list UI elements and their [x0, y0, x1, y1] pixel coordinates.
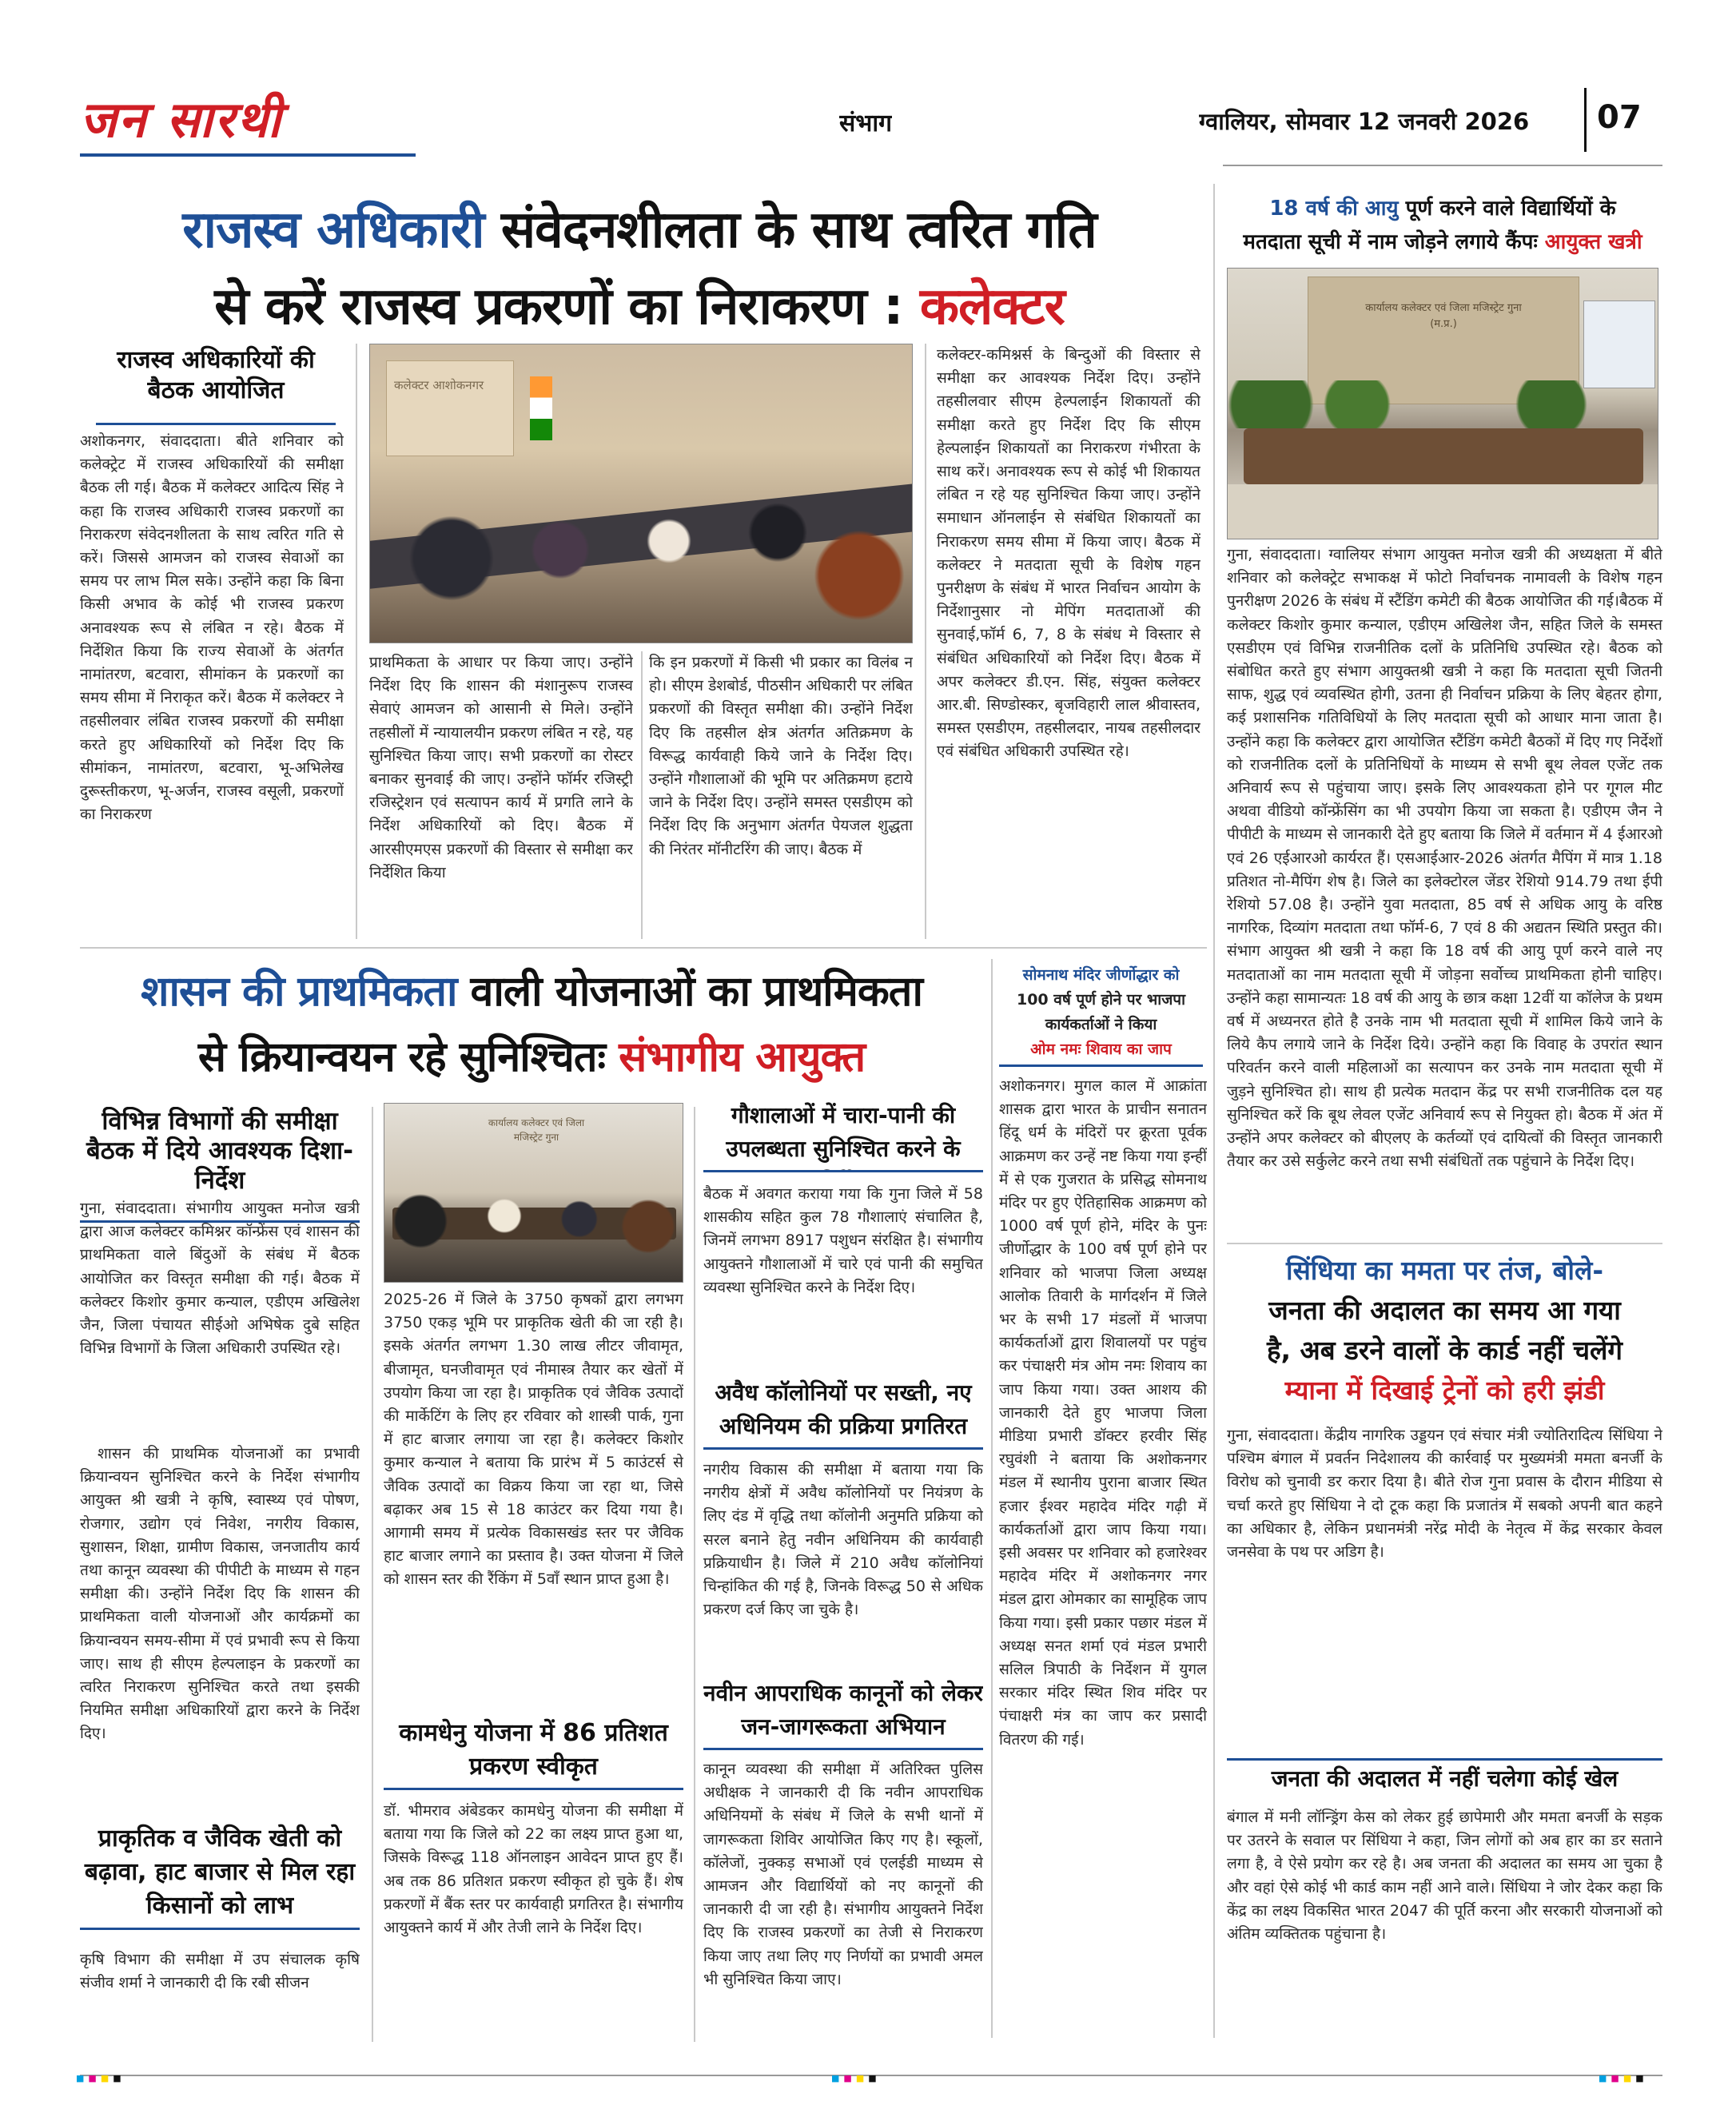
story3-col1c: कृषि विभाग की समीक्षा में उप संचालक कृषि संजीव शर्मा ने जानकारी दी कि रबी सीजन [80, 1951, 360, 1992]
photo-plants [1228, 380, 1658, 428]
col-rule [356, 344, 357, 939]
story3-sub3: कामधेनु योजना में 86 प्रतिशत प्रकरण स्वीकृत [384, 1717, 683, 1790]
story1-col3: कि इन प्रकरणों में किसी भी प्रकार का विलंब न हो। सीएम डेशबोर्ड, पीठसीन अधिकारी पर लंबित प्रकरणों की विस्तृत समीक्षा की। उन्होंने निर्देश दिए कि तहसील क्षेत्र अंतर्गत अतिक्रमण के विरूद्ध कार्यवाही किये जाने के निर्देश दिए। उन्होंने गौशालाओं की भूमि पर अतिक्रमण हटाये जाने के निर्देश दिए। उन्होंने समस्त एसडीएम को निर्देश दिए कि अनुभाग अंतर्गत पेयजल शुद्धता की निरंतर मॉनीटरिंग की जाए। बैठक में [649, 654, 913, 858]
photo-sign: कार्यालय कलेक्टर एवं जिला मजिस्ट्रेट गुना (म.प्र.) [1365, 302, 1522, 330]
story3-col1b: शासन की प्राथमिक योजनाओं का प्रभावी क्रियान्वयन सुनिश्चित करने के निर्देश संभागीय आयुक्त श्री खत्री ने कृषि, स्वास्थ्य एवं पोषण, रोजगार, उद्योग एवं निवेश, नगरीय विकास, सुशासन, शिक्षा, ग्रामीण विकास, जनजातीय कार्य तथा कानून व्यवस्था की पीपीटी के माध्यम से गहन समीक्षा की। उन्होंने निर्देश दिए कि शासन की प्राथमिकता वाली योजनाओं और कार्यक्रमों का क्रियान्वयन समय-सीमा में एवं प्रभावी रूप से किया जाए। साथ ही सीएम हेल्पलाइन के प्रकरणों का त्वरित निराकरण सुनिश्चित करते तथा इसकी नियमित समीक्षा अधिकारियों द्वारा करने के निर्देश दिए। [80, 1445, 360, 1743]
story3-head-blue: शासन की प्राथमिकता [141, 968, 457, 1016]
story4-body: अशोकनगर। मुगल काल में आक्रांता शासक द्वारा भारत के प्राचीन सनातन हिंदू धर्म के मंदिरों पर क्रूरता पूर्वक आक्रमण कर उन्हें नष्ट किया गया इन्हीं में से एक गुजरात के प्रसिद्ध सोमनाथ मंदिर पर हुए ऐतिहासिक आक्रमण को 1000 वर्ष पूर्ण होने, मंदिर के पुनः जीर्णोद्धार के 100 वर्ष पूर्ण होने पर शनिवार को भाजपा जिला अध्यक्ष आलोक तिवारी के मार्गदर्शन में जिले भर के सभी 17 मंडलों में भाजपा कार्यकर्ताओं द्वारा शिवालयों पर पहुंच कर पंचाक्षरी मंत्र ओम नमः शिवाय का जाप किया गया। उक्त आशय की जानकारी देते हुए भाजपा जिला मीडिया प्रभारी डॉक्टर हरवीर सिंह रघुवंशी ने बताया कि अशोकनगर मंडल में स्थानीय पुराना बाजार स्थित हजार ईश्वर महादेव मंदिर गढ़ी में कार्यकर्ताओं द्वारा जाप किया गया। इसी अवसर पर शनिवार को हजारेश्वर महादेव मंदिर में अशोकनगर नगर मंडल द्वारा ओमकार का सामूहिक जाप किया गया। इसी प्रकार पछार मंडल में अध्यक्ष सनत शर्मा एवं मंडल प्रभारी सलिल त्रिपाठी के निर्देशन में युगल सरकार मंदिर स्थित शिव मंदिर पर पंचाक्षरी मंत्र का जाप कर प्रसादी वितरण की गई। [999, 1077, 1207, 1749]
story5-head-l4: म्याना में दिखाई ट्रेनों को हरी झंडी [1284, 1375, 1605, 1406]
story5-body: गुना, संवाददाता। केंद्रीय नागरिक उड्डयन एवं संचार मंत्री ज्योतिरादित्य सिंधिया ने पश्चिम बंगाल में प्रवर्तन निदेशालय की कार्रवाई पर मुख्यमंत्री ममता बनर्जी के विरोध को चुनावी डर करार दिया है। बीते रोज गुना प्रवास के दौरान मीडिया से चर्चा करते हुए सिंधिया ने दो टूक कहा कि प्रजातंत्र में सबको अपनी बात कहने का अधिकार है, लेकिन प्रधानमंत्री नरेंद्र मोदी के नेतृत्व में केंद्र सरकार केवल जनसेवा के पथ पर अडिग है। [1227, 1427, 1662, 1562]
story1-col2: प्राथमिकता के आधार पर किया जाए। उन्होंने निर्देश दिए कि शासन की मंशानुरूप राजस्व सेवाएं आमजन को आसानी से मिले। उन्होंने तहसीलों में न्यायालयीन प्रकरण लंबित न रहे, यह सुनिश्चित किया जाए। सभी प्रकरणों का रोस्टर बनाकर सुनवाई की जाए। उन्होंने फॉर्मर रजिस्ट्री रजिस्ट्रेशन एवं सत्यापन कार्य में प्रगति लाने के निर्देश अधिकारियों को दिए। बैठक में आरसीएमएस प्रकरणों की विस्तार से समीक्षा कर निर्देशित किया [369, 654, 633, 881]
dateline: ग्वालियर, सोमवार 12 जनवरी 2026 [1199, 108, 1530, 135]
story3-col3c: कानून व्यवस्था की समीक्षा में अतिरिक्त पुलिस अधीक्षक ने जानकारी दी कि नवीन आपराधिक अधिनियमों के संबंध में जिले के सभी थानों में जागरूकता शिविर आयोजित किए गए है। स्कूलों, कॉलेजों, नुक्कड़ सभाओं एवं एलईडी माध्यम से आमजन और विद्यार्थियों को नए कानूनों की जानकारी दी जा रही है। संभागीय आयुक्तने निर्देश दिए कि राजस्व प्रकरणों का तेजी से निराकरण किया जाए तथा लिए गए निर्णयों का प्रभावी अमल भी सुनिश्चित किया जाए। [703, 1761, 983, 1988]
story2-head-red: आयुक्त खत्री [1544, 230, 1642, 254]
photo-wall-panel [386, 360, 514, 456]
story3-sub6: नवीन आपराधिक कानूनों को लेकर जन-जागरूकता अभियान [703, 1677, 983, 1750]
photo-people [384, 1180, 683, 1283]
story1-col1: अशोकनगर, संवाददाता। बीते शनिवार को कलेक्ट्रेट में राजस्व अधिकारियों की समीक्षा बैठक ली गई। बैठक में कलेक्टर आदित्य सिंह ने कहा कि राजस्व अधिकारी राजस्व प्रकरणों का निराकरण संवेदनशीलता के साथ त्वरित गति से करें। जिससे आमजन को राजस्व सेवाओं का समय पर लाभ मिल सके। उन्होंने कहा कि बिना किसी अभाव के कोई भी राजस्व प्रकरण अनावश्यक रूप से लंबित न रहे। बैठक में निर्देशित किया कि राज्य सेवाओं के अंतर्गत नामांतरण, बटवारा, सीमांकन के प्रकरणों का समय सीमा में निराकृत करें। बैठक में कलेक्टर ने तहसीलवार लंबित राजस्व प्रकरणों की समीक्षा करते हुए अधिकारियों को निर्देश दिए कि सीमांकन, नामांतरण, बटवारा, भू-अभिलेख दुरूस्तीकरण, भू-अर्जन, राजस्व वसूली, प्रकरणों का निराकरण [80, 432, 344, 824]
col-rule [372, 1107, 373, 2042]
masthead [80, 88, 1662, 160]
registration-marks: ■■■■ [831, 2073, 881, 2083]
story1-col4: कलेक्टर-कमिश्नर्स के बिन्दुओं की विस्तार से समीक्षा कर आवश्यक निर्देश दिए। उन्होंने तहसीलवार सीएम हेल्पलाईन शिकायतों की समीक्षा करते हुए निर्देश दिए कि सीएम हेल्पलाईन शिकायतों का निराकरण गंभीरता के साथ करें। अनावश्यक रूप से कोई भी शिकायत लंबित न रहे यह सुनिश्चित किया जाए। उन्होंने समाधान ऑनलाईन से संबंधित शिकायतों का निराकरण समय सीमा में किया जाए। बैठक में कलेक्टर ने मतदाता सूची के विशेष गहन पुनरीक्षण के संबंध में भारत निर्वाचन आयोग के निर्देशानुसार नो मेपिंग मतदाताओं की सुनवाई,फॉर्म 6, 7, 8 के संबंध मे विस्तार से संबंधित अधिकारियों को निर्देश दिए। बैठक में अपर कलेक्टर डी.एन. सिंह, संयुक्त कलेक्टर आर.बी. सिण्डोस्कर, बृजविहारी लाल श्रीवास्तव, समस्त एसडीएम, तहसीलदार, नायब तहसीलदार एवं संबंधित अधिकारी उपस्थित रहे। [937, 346, 1200, 761]
story3-sub2: प्राकृतिक व जैविक खेती को बढ़ावा, हाट बाजार से मिल रहा किसानों को लाभ [80, 1822, 360, 1930]
story3-col3b: नगरीय विकास की समीक्षा में बताया गया कि नगरीय क्षेत्रों में अवैध कॉलोनियों पर नियंत्रण के लिए दंड में वृद्धि तथा कॉलोनी अनुमति प्रक्रिया को सरल बनाने हेतु नवीन अधिनियम की कार्यवाही प्रक्रियाधीन है। जिले में 210 अवैध कॉलोनियां चिन्हांकित की गई है, जिनके विरूद्ध 50 से अधिक प्रकरण दर्ज किए जा चुके है। [703, 1461, 983, 1619]
story4-head-red: ओम नमः शिवाय का जाप [1030, 1041, 1172, 1058]
logo [80, 88, 416, 157]
photo-table [1244, 428, 1643, 484]
registration-marks: ■■■■ [76, 2073, 125, 2083]
story4-head-blue: सोमनाथ मंदिर जीर्णोद्धार को [1022, 966, 1180, 984]
logo-text: जन सारथी [80, 90, 283, 149]
photo-sign: कार्यालय कलेक्टर एवं जिला मजिस्ट्रेट गुना [488, 1117, 585, 1143]
story3-sub5: अवैध कॉलोनियों पर सख्ती, नए अधिनियम की प्रक्रिया प्रगतिरत [703, 1376, 983, 1450]
story2-head-blue: 18 वर्ष की आयु [1269, 197, 1399, 221]
story3-photo [384, 1103, 683, 1283]
story1-subhead: राजस्व अधिकारियों की बैठक आयोजित [96, 345, 336, 425]
col-rule [694, 1107, 695, 2042]
col-rule [1213, 184, 1215, 2038]
story3-col2: 2025-26 में जिले के 3750 कृषकों द्वारा लगभग 3750 एकड़ भूमि पर प्राकृतिक खेती की जा रही है। इसके अंतर्गत लगभग 1.30 लाख लीटर जीवामृत, बीजामृत, घनजीवामृत एवं नीमास्त्र तैयार कर खेतों में उपयोग किया जा रहा है। प्राकृतिक एवं जैविक उत्पादों की मार्केटिंग के लिए हर रविवार को शास्त्री पार्क, गुना में हाट बाजार लगाया जा रहा है। कलेक्टर किशोर कुमार कन्याल ने बताया कि प्रारंभ में 5 काउंटर्स से जैविक उत्पादों का विक्रय किया जा रहा था, जिसे बढ़ाकर अब 15 से 18 काउंटर कर दिया गया है। आगामी समय में प्रत्येक विकासखंड स्तर पर जैविक हाट बाजार लगाने का प्रस्ताव है। उक्त योजना में जिले को शासन स्तर की रैंकिंग में 5वाँ स्थान प्राप्त हुआ है। [384, 1291, 683, 1589]
story3-sub4: गौशालाओं में चारा-पानी की उपलब्धता सुनिश्चित करने के [703, 1099, 983, 1172]
story1-headline [80, 192, 1199, 352]
story5-head-l2: जनता की अदालत का समय आ गया [1268, 1295, 1621, 1326]
col-rule [991, 959, 993, 2038]
story1-head-line2: से करें राजस्व प्रकरणों का निराकरण : [214, 277, 920, 336]
story2-photo [1227, 268, 1658, 539]
story4-head-black: 100 वर्ष पूर्ण होने पर भाजपा कार्यकर्ताओं ने किया [1016, 991, 1186, 1033]
story4-headline [999, 963, 1203, 1067]
photo-wall-sign: कलेक्टर आशोकनगर [394, 378, 484, 392]
photo-screen [1583, 300, 1655, 388]
story1-head-red: कलेक्टर [919, 277, 1065, 336]
page-number: 07 [1597, 99, 1642, 136]
story3-headline [80, 959, 983, 1103]
registration-marks: ■■■■ [1599, 2073, 1648, 2083]
story3-head-line2: से क्रियान्वयन रहे सुनिश्चितः [197, 1033, 619, 1081]
photo-flag [530, 376, 552, 440]
story3-col1: गुना, संवाददाता। संभागीय आयुक्त मनोज खत्री द्वारा आज कलेक्टर कमिश्नर कॉन्फ्रेंस एवं शासन की प्राथमिकता वाले बिंदुओं के संबंध में बैठक आयोजित कर विस्तृत समीक्षा की गई। बैठक में कलेक्टर किशोर कुमार कन्याल, एडीएम अखिलेश जैन, जिला पंचायत सीईओ अभिषेक दुबे सहित विभिन्न विभागों के जिला अधिकारी उपस्थित रहे। [80, 1200, 360, 1358]
story3-col2b: डॉ. भीमराव अंबेडकर कामधेनु योजना की समीक्षा में बताया गया कि जिले को 22 का लक्ष्य प्राप्त हुआ था, जिसके विरूद्ध 118 ऑनलाइन आवेदन प्राप्त हुए हैं। अब तक 86 प्रतिशत प्रकरण स्वीकृत हो चुके हैं। शेष प्रकरणों में बैंक स्तर पर कार्यवाही प्रगतिरत है। संभागीय आयुक्तने कार्य में और तेजी लाने के निर्देश दिए। [384, 1802, 683, 1937]
story2-body: गुना, संवाददाता। ग्वालियर संभाग आयुक्त मनोज खत्री की अध्यक्षता में बीते शनिवार को कलेक्ट्रेट सभाकक्ष में फोटो निर्वाचनक नामावली के विशेष गहन पुनरीक्षण 2026 के संबंध में स्टैंडिंग कमेटी की बैठक आयोजित की गई।बैठक में कलेक्टर किशोर कुमार कन्याल, एडीएम अखिलेश जैन, सहित जिले के समस्त एसडीएम एवं विभिन्न राजनीतिक दलों के प्रतिनिधि उपस्थित रहे। बैठक को संबोधित करते हुए संभाग आयुक्तश्री खत्री ने कहा कि मतदाता सूची जितनी साफ, शुद्ध एवं व्यवस्थित होगी, उतना ही निर्वाचन प्रक्रिया के लिए बेहतर होगा, कई प्रशासनिक गतिविधियों के लिए मतदाता सूची को आधार माना जाता है। उन्होंने कहा कि कलेक्टर द्वारा आयोजित स्टैंडिंग कमेटी बैठकों में दिए गए निर्देशों को राजनीतिक दलों के प्रतिनिधियों के माध्यम से सभी बूथ लेवल एजेंट तक अनिवार्य रूप से पहुंचाया जाए। इसके लिए आवश्यकता होने पर गूगल मीट अथवा वीडियो कॉन्फ्रेंसिंग का भी उपयोग किया जा सकता है। एडीएम जैन ने पीपीटी के माध्यम से जानकारी देते हुए बताया कि जिले में वर्तमान में 4 ईआरओ एवं 26 एईआरओ कार्यरत हैं। एसआईआर-2026 अंतर्गत मैपिंग में मात्र 1.18 प्रतिशत नो-मैपिंग शेष है। जिले का इलेक्टोरल जेंडर रेशियो 914.79 तथा ईपी रेशियो 57.08 है। उन्होंने युवा मतदाता, 85 वर्ष से अधिक आयु के वरिष्ठ नागरिक, दिव्यांग मतदाता तथा फॉर्म-6, 7 एवं 8 की अद्यतन स्थिति प्रस्तुत की। संभाग आयुक्त श्री खत्री ने कहा कि 18 वर्ष की आयु पूर्ण करने वाले नए मतदाताओं का नाम मतदाता सूची में जोड़ना सर्वोच्च प्राथमिकता होनी चाहिए। उन्होंने कहा सामान्यतः 18 वर्ष की आयु के छात्र कक्षा 12वीं या कॉलेज के प्रथम वर्ष में अध्यनरत होते है उनके नाम भी मतदाता सूची में शामिल किये जाने के लिये कैप लगाये जाने के निर्देश दिये। उन्होंने कहा कि विवाह के उपरांत स्थान परिवर्तन करने वाली महिलाओं का सत्यापन कर उनके नाम मतदाता सूची में जुड़ने सुनिश्चित हो। साथ ही प्रत्येक मतदान केंद्र पर सभी राजनीतिक दल यह सुनिश्चित करें कि बूथ लेवल एजेंट अनिवार्य रूप से नियुक्त हो। बैठक में अंत में उन्होंने अपर कलेक्टर को बीएलए के कर्तव्यों एवं दायित्वों की विस्तृत जानकारी तैयार कर उसे सर्कुलेट करने तथा सभी संबंधितों तक पहुंचाने के निर्देश दिए। [1227, 546, 1662, 1171]
masthead-rule [1223, 165, 1662, 166]
row-rule [80, 947, 1207, 949]
story2-head-line2: मतदाता सूची में नाम जोड़ने लगाये कैंपः [1243, 230, 1545, 254]
story5-headline [1227, 1251, 1662, 1415]
story5-head-l3: है, अब डरने वालों के कार्ड नहीं चलेंगे [1266, 1335, 1623, 1366]
page-divider [1584, 88, 1587, 152]
story3-col3: बैठक में अवगत कराया गया कि गुना जिले में 58 शासकीय सहित कुल 78 गौशालाएं संचालित है, जिनमें लगभग 8917 पशुधन संरक्षित है। संभागीय आयुक्तने गौशालाओं में चारे एवं पानी की समुचित व्यवस्था सुनिश्चित करने के निर्देश दिए। [703, 1185, 983, 1296]
story2-head-black: पूर्ण करने वाले विद्यार्थियों के [1398, 197, 1616, 221]
story5-body2: बंगाल में मनी लॉन्ड्रिंग केस को लेकर हुई छापेमारी और ममता बनर्जी के सड़क पर उतरने के सवाल पर सिंधिया ने कहा, जिन लोगों को अब हार का डर सताने लगा है, वे ऐसे प्रयोग कर रहे है। अब जनता की अदालत का समय आ चुका है और वहां ऐसे कोई भी कार्ड काम नहीं आने वाले। सिंधिया ने जोर देकर कहा कि केंद्र का लक्ष्य विकसित भारत 2047 की पूर्ति करना और सरकारी योजनाओं को अंतिम व्यक्तितक पहुंचाना है। [1227, 1809, 1662, 1944]
story1-head-blue: राजस्व अधिकारी [182, 201, 484, 260]
story3-head-red: संभागीय आयुक्त [619, 1033, 866, 1081]
story3-subhead: विभिन्न विभागों की समीक्षा बैठक में दिये आवश्यक दिशा-निर्देश [80, 1107, 360, 1223]
story2-headline [1227, 192, 1658, 264]
section-label: संभाग [839, 109, 893, 137]
story1-head-black: संवेदनशीलता के साथ त्वरित गति [484, 201, 1097, 260]
story5-subhead: जनता की अदालत में नहीं चलेगा कोई खेल [1227, 1758, 1662, 1797]
row-rule [1227, 1243, 1662, 1244]
story5-head-l1: सिंधिया का ममता पर तंज, बोले- [1285, 1255, 1604, 1286]
story3-head-black: वाली योजनाओं का प्राथमिकता [456, 968, 922, 1016]
col-rule [925, 344, 926, 939]
story1-photo [369, 344, 913, 643]
photo-floor [1228, 484, 1658, 539]
col-rule [641, 651, 643, 939]
photo-people [370, 472, 913, 643]
